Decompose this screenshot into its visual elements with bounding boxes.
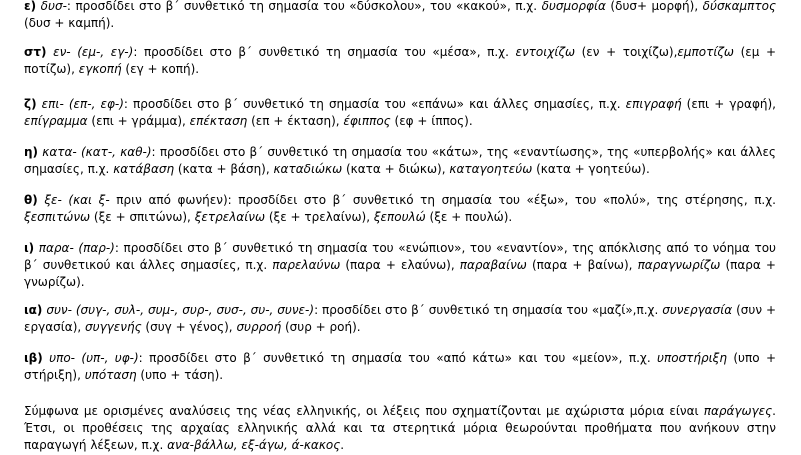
entry-text: (δυσ+ μορφή), — [605, 0, 703, 13]
conclusion-text: . Έτσι, οι προθέσεις της αρχαίας ελληνικής αλλά και τα στερητικά μόρια θεωρούνται προθήματα που ανήκουν στην παραγωγή λέξεων, π.χ. — [24, 404, 776, 452]
entry-text: (επ + έκταση), — [247, 114, 344, 128]
example-word: εμποτίζω — [677, 45, 734, 59]
entry-text: (παρα + γνωρίζω). — [24, 258, 776, 289]
entry-text: (παρα + βαίνω), — [526, 258, 638, 272]
example-word: υποστήριξη — [657, 351, 727, 365]
conclusion-text: Σύμφωνα με ορισμένες αναλύσεις της νέας ελληνικής, οι λέξεις που σχηματίζονται με αχώριστα μόρια είναι — [24, 404, 704, 418]
entry-text: (επι + γραφή), — [681, 97, 776, 111]
example-word: δυσμορφία — [541, 0, 606, 13]
entry-text: (παρα + ελαύνω), — [340, 258, 460, 272]
conclusion-paragraph — [24, 403, 776, 454]
example-word: παραβαίνω — [459, 258, 527, 272]
example-word: συνεργασία — [662, 303, 733, 317]
entry-prefix: παρα- (παρ-) — [38, 241, 115, 255]
entry-ypo — [24, 350, 776, 384]
entry-prefix: υπο- (υπ-, υφ-) — [49, 351, 139, 365]
entry-text: (ξε + τρελαίνω), — [265, 210, 374, 224]
entry-text: (συρ + ροή). — [281, 320, 361, 334]
entry-text: (ξε + σπιτώνω), — [90, 210, 195, 224]
example-word: εγκοπή — [78, 62, 122, 76]
entry-number: η) — [24, 145, 39, 159]
entry-text: (συν + εργασία), — [24, 303, 777, 334]
entry-text: (ξε + πουλώ). — [425, 210, 513, 224]
emphasis-word: παράγωγες — [703, 404, 773, 418]
entry-text: : προσδίδει στο β΄ συνθετικό τη σημασία του «δύσκολου», του «κακού», π.χ. — [66, 0, 542, 13]
example-word: ξεπουλώ — [373, 210, 426, 224]
entry-text: (υπο + τάση). — [136, 368, 224, 382]
example-word: παραγνωρίζω — [637, 258, 721, 272]
entry-text: (κατα + γοητεύω). — [532, 162, 650, 176]
entry-number: ι) — [24, 241, 35, 255]
example-word: υπόταση — [84, 368, 137, 382]
example-word: καταγοητεύω — [449, 162, 533, 176]
entry-number: ζ) — [24, 97, 37, 111]
entry-prefix: επι- (επ-, εφ-) — [41, 97, 124, 111]
entry-text: : προσδίδει στο β΄ συνθετικό τη σημασία του «από κάτω» και του «μείον», π.χ. — [138, 351, 658, 365]
entry-para — [24, 240, 776, 291]
entry-prefix: εν- (εμ-, εγ-) — [53, 45, 134, 59]
example-word: εντοιχίζω — [515, 45, 576, 59]
entry-xe — [24, 192, 776, 226]
entry-number: στ) — [24, 45, 47, 59]
entry-number: ε) — [24, 0, 37, 13]
entry-text: (συγ + γένος), — [141, 320, 237, 334]
entry-kata — [24, 144, 776, 178]
entry-text: (υπο + στήριξη), — [24, 351, 776, 382]
entry-text: (κατα + διώκω), — [342, 162, 450, 176]
entry-text: (εγ + κοπή). — [121, 62, 200, 76]
entry-prefix: ξε- (και ξ- — [44, 193, 110, 207]
entry-text: (κατα + βάση), — [174, 162, 274, 176]
example-word: επέκταση — [189, 114, 248, 128]
example-word: δύσκαμπτος — [702, 0, 776, 13]
entry-text: (εφ + ίππος). — [390, 114, 473, 128]
entry-prefix: δυσ- — [40, 0, 67, 13]
entry-dys — [24, 0, 776, 32]
entry-en — [24, 44, 776, 78]
example-word: συγγενής — [85, 320, 142, 334]
entry-epi — [24, 96, 776, 130]
entry-text: : προσδίδει στο β΄ συνθετικό τη σημασία του «επάνω» και άλλες σημασίες, π.χ. — [123, 97, 626, 111]
entry-text: (επι + γράμμα), — [87, 114, 190, 128]
example-word: καταδιώκω — [273, 162, 343, 176]
example-word: ξεσπιτώνω — [24, 210, 91, 224]
entry-number: θ) — [24, 193, 38, 207]
entry-prefix: συν- (συγ-, συλ-, συμ-, συρ-, συσ-, συ-, συνε-) — [46, 303, 315, 317]
entry-number: ια) — [24, 303, 43, 317]
example-word: έφιππος — [343, 114, 391, 128]
entry-text: (εν + τοιχίζω), — [575, 45, 678, 59]
entry-prefix: κατα- (κατ-, καθ-) — [42, 145, 152, 159]
example-word: επίγραμμα — [24, 114, 88, 128]
entry-text: πριν από φωνήεν): προσδίδει στο β΄ συνθετικό τη σημασία του «έξω», του «πολύ», της στέρησης, π.χ. — [109, 193, 776, 207]
entry-text: (δυσ + καμπή). — [24, 16, 115, 30]
entry-number: ιβ) — [24, 351, 43, 365]
example-word: παρελαύνω — [272, 258, 341, 272]
entry-syn — [24, 302, 776, 336]
entry-text: : προσδίδει στο β΄ συνθετικό τη σημασία του «κάτω», της «εναντίωσης», της «υπερβολής» και άλλες σημασίες, π.χ. — [24, 145, 776, 176]
example-word: ξετρελαίνω — [194, 210, 266, 224]
entry-text: : προσδίδει στο β΄ συνθετικό τη σημασία του «μέσα», π.χ. — [133, 45, 516, 59]
entry-text: : προσδίδει στο β΄ συνθετικό τη σημασία του «μαζί»,π.χ. — [314, 303, 663, 317]
example-word: κατάβαση — [113, 162, 175, 176]
conclusion-text: . — [340, 438, 345, 452]
entry-text: (εμ + ποτίζω), — [24, 45, 777, 76]
entry-text: : προσδίδει στο β΄ συνθετικό τη σημασία του «ενώπιον», του «εναντίον», της απόκλισης από το νόημα του β΄ συνθετικού και άλλες σημασίες, π.χ. — [24, 241, 776, 272]
example-word: επιγραφή — [625, 97, 682, 111]
example-word: συρροή — [236, 320, 282, 334]
example-words: ανα-βάλλω, εξ-άγω, ά-κακος — [167, 438, 341, 452]
